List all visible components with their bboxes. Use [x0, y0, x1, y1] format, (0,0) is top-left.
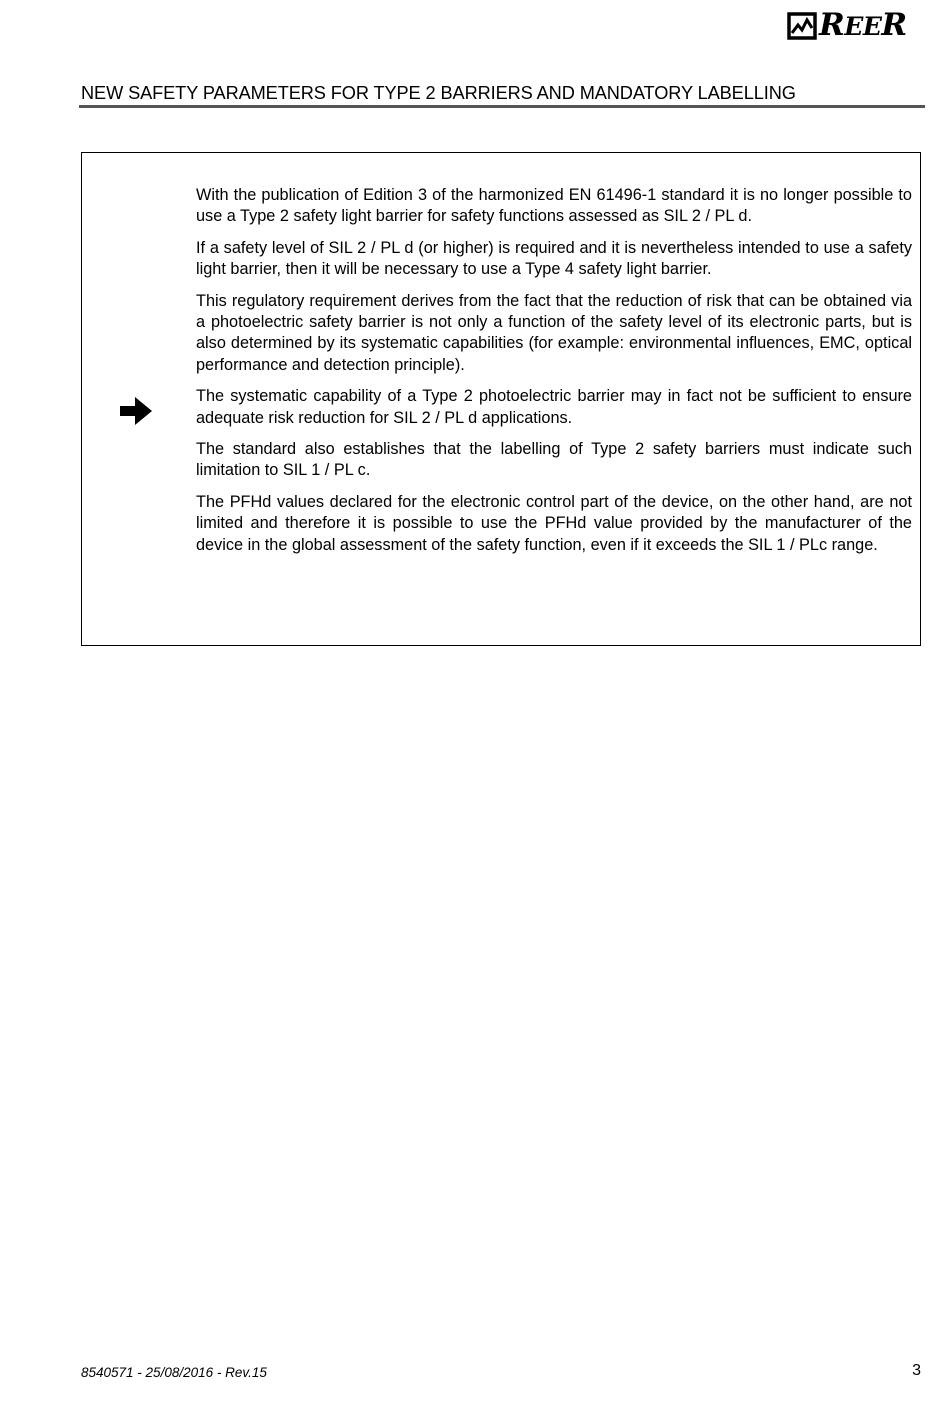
notice-text [196, 185, 912, 566]
notice-paragraph: With the publication of Edition 3 of the harmonized EN 61496-1 standard it is no longer possible to use a Type 2 safety light barrier for safety functions assessed as SIL 2 / PL d. [196, 186, 912, 226]
reer-logo-mark-icon [787, 11, 817, 41]
page-number: 3 [912, 1362, 921, 1379]
reer-logo [787, 8, 915, 44]
logo-wordmark: REER [819, 7, 907, 43]
notice-paragraph: If a safety level of SIL 2 / PL d (or higher) is required and it is nevertheless intended to use a safety light barrier, then it will be necessary to use a Type 4 safety light barrier. [196, 238, 912, 279]
notice-box [81, 152, 921, 646]
document-reference: 8540571 - 25/08/2016 - Rev.15 [81, 1365, 267, 1380]
notice-paragraph: The systematic capability of a Type 2 photoelectric barrier may in fact not be sufficient to ensure adequate risk reduction for SIL 2 / PL d applications. [196, 387, 912, 427]
notice-paragraph: This regulatory requirement derives from the fact that the reduction of risk that can be obtained via a photoelectric safety barrier is not only a function of the safety level of its electronic parts, but is also determined by its systematic capabilities (for example: environmental influences, EMC, optical performance and detection principle). [196, 291, 912, 374]
page-title: NEW SAFETY PARAMETERS FOR TYPE 2 BARRIERS AND MANDATORY LABELLING [81, 83, 796, 103]
notice-paragraph: The PFHd values declared for the electronic control part of the device, on the other hand, are not limited and therefore it is possible to use the PFHd value provided by the manufacturer of the device in the global assessment of the safety function, even if it exceeds the SIL 1 / PLc range. [196, 492, 912, 554]
notice-paragraph: The standard also establishes that the labelling of Type 2 safety barriers must indicate such limitation to SIL 1 / PL c. [196, 440, 912, 480]
arrow-right-icon [116, 391, 156, 431]
title-divider [79, 105, 925, 108]
